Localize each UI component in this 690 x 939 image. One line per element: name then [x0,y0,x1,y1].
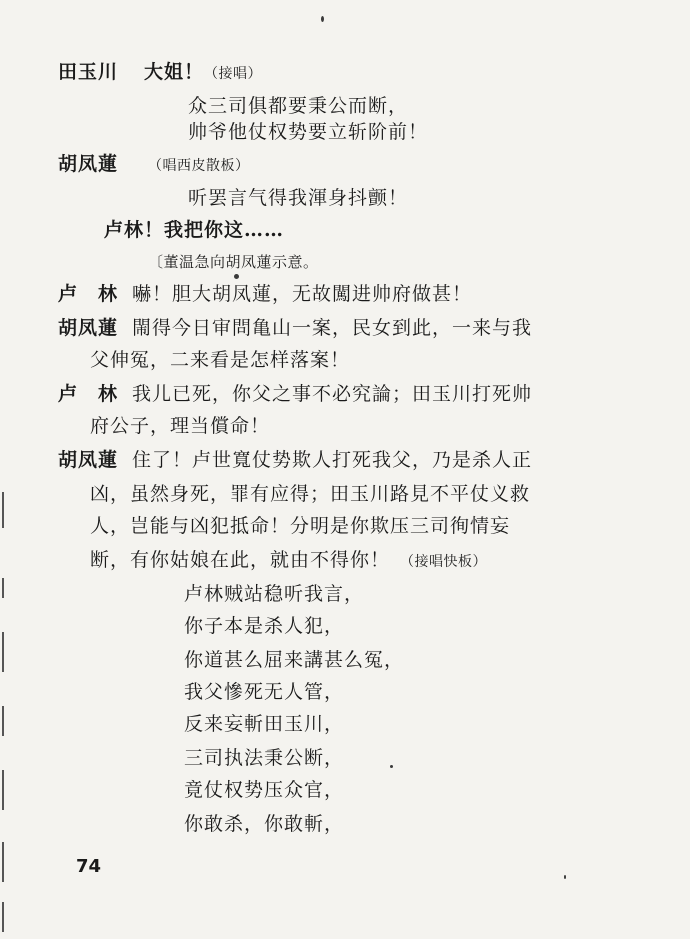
dialogue-line [90,348,350,372]
verse-line [184,746,344,770]
verse-line [188,94,408,118]
speaker-name: 田玉川 [58,61,119,83]
verse-text: 反来妄斬田玉川， [184,713,345,735]
speaker-name: 卢 林 [58,283,119,305]
verse-text: 竟仗权势压众官， [184,779,345,801]
scan-speck [321,16,324,22]
dialogue-text: 大姐！ [144,61,205,83]
dialogue-line [58,282,472,306]
verse-text: 卢林贼站稳听我言， [184,583,365,605]
verse-text: 三司执法秉公断， [184,747,345,769]
dialogue-text: 凶，虽然身死，罪有应得；田玉川路見不平仗义救 [90,483,531,505]
dialogue-line [90,514,510,538]
verse-text: 听罢言气得我渾身抖颤！ [188,187,409,209]
verse-line [184,582,364,606]
scan-edge-mark [2,578,4,598]
page-number: 74 [76,856,102,877]
dialogue-line [90,548,487,574]
scan-speck [234,274,239,279]
verse-line [188,186,408,210]
verse-text: 你道甚么屈来講甚么冤， [184,649,405,671]
scan-edge-mark [2,842,4,882]
verse-line [184,680,344,704]
stage-direction [148,250,319,274]
stage-direction-text: 〔董温急向胡凤蓮示意。 [148,253,319,271]
dialogue-text: 卢林！我把你这…… [104,219,285,241]
dialogue-text: 住了！卢世寬仗势欺人打死我父，乃是杀人正 [132,449,533,471]
verse-line [184,614,344,638]
verse-text: 我父慘死无人管， [184,681,345,703]
scan-edge-mark [2,770,4,810]
dialogue-text: 府公子，理当償命！ [90,415,271,437]
verse-text: 你敢杀，你敢斬， [184,813,345,835]
dialogue-line [58,60,262,86]
dialogue-text: 我儿已死，你父之事不必究論；田玉川打死帅 [132,383,533,405]
dialogue-line [90,482,530,506]
speaker-name: 卢 林 [58,383,119,405]
dialogue-line [58,152,250,178]
verse-text: 众三司俱都要秉公而断， [188,95,409,117]
dialogue-text: 父伸冤，二来看是怎样落案！ [90,349,351,371]
verse-line [184,812,344,836]
dialogue-line [58,448,532,472]
speaker-name: 胡凤蓮 [58,153,119,175]
stage-note: （接唱快板） [400,554,488,570]
verse-line [184,778,344,802]
dialogue-line [58,382,532,406]
verse-text: 你子本是杀人犯， [184,615,345,637]
speaker-name: 胡凤蓮 [58,317,119,339]
speaker-name: 胡凤蓮 [58,449,119,471]
scan-edge-mark [2,706,4,736]
dialogue-text: 嚇！胆大胡凤蓮，无故闖进帅府做甚！ [132,283,473,305]
scan-edge-mark [2,632,4,672]
dialogue-line [58,316,532,340]
verse-text: 帅爷他仗权势要立斩阶前！ [188,121,429,143]
scan-speck [390,765,393,768]
dialogue-text: 断，有你姑娘在此，就由不得你！ [90,549,391,571]
stage-note: （接唱） [204,66,263,82]
dialogue-text: 閙得今日审問亀山一案，民女到此，一来与我 [132,317,533,339]
scan-edge-mark [2,492,4,528]
stage-note: （唱西皮散板） [148,158,250,174]
verse-line [184,712,344,736]
verse-line [184,648,404,672]
scan-edge-mark [2,902,4,932]
dialogue-text: 人，岂能与凶犯抵命！分明是你欺压三司徇情妄 [90,515,511,537]
verse-line [188,120,428,144]
scan-speck [564,875,566,879]
dialogue-line [104,218,284,242]
dialogue-line [90,414,270,438]
